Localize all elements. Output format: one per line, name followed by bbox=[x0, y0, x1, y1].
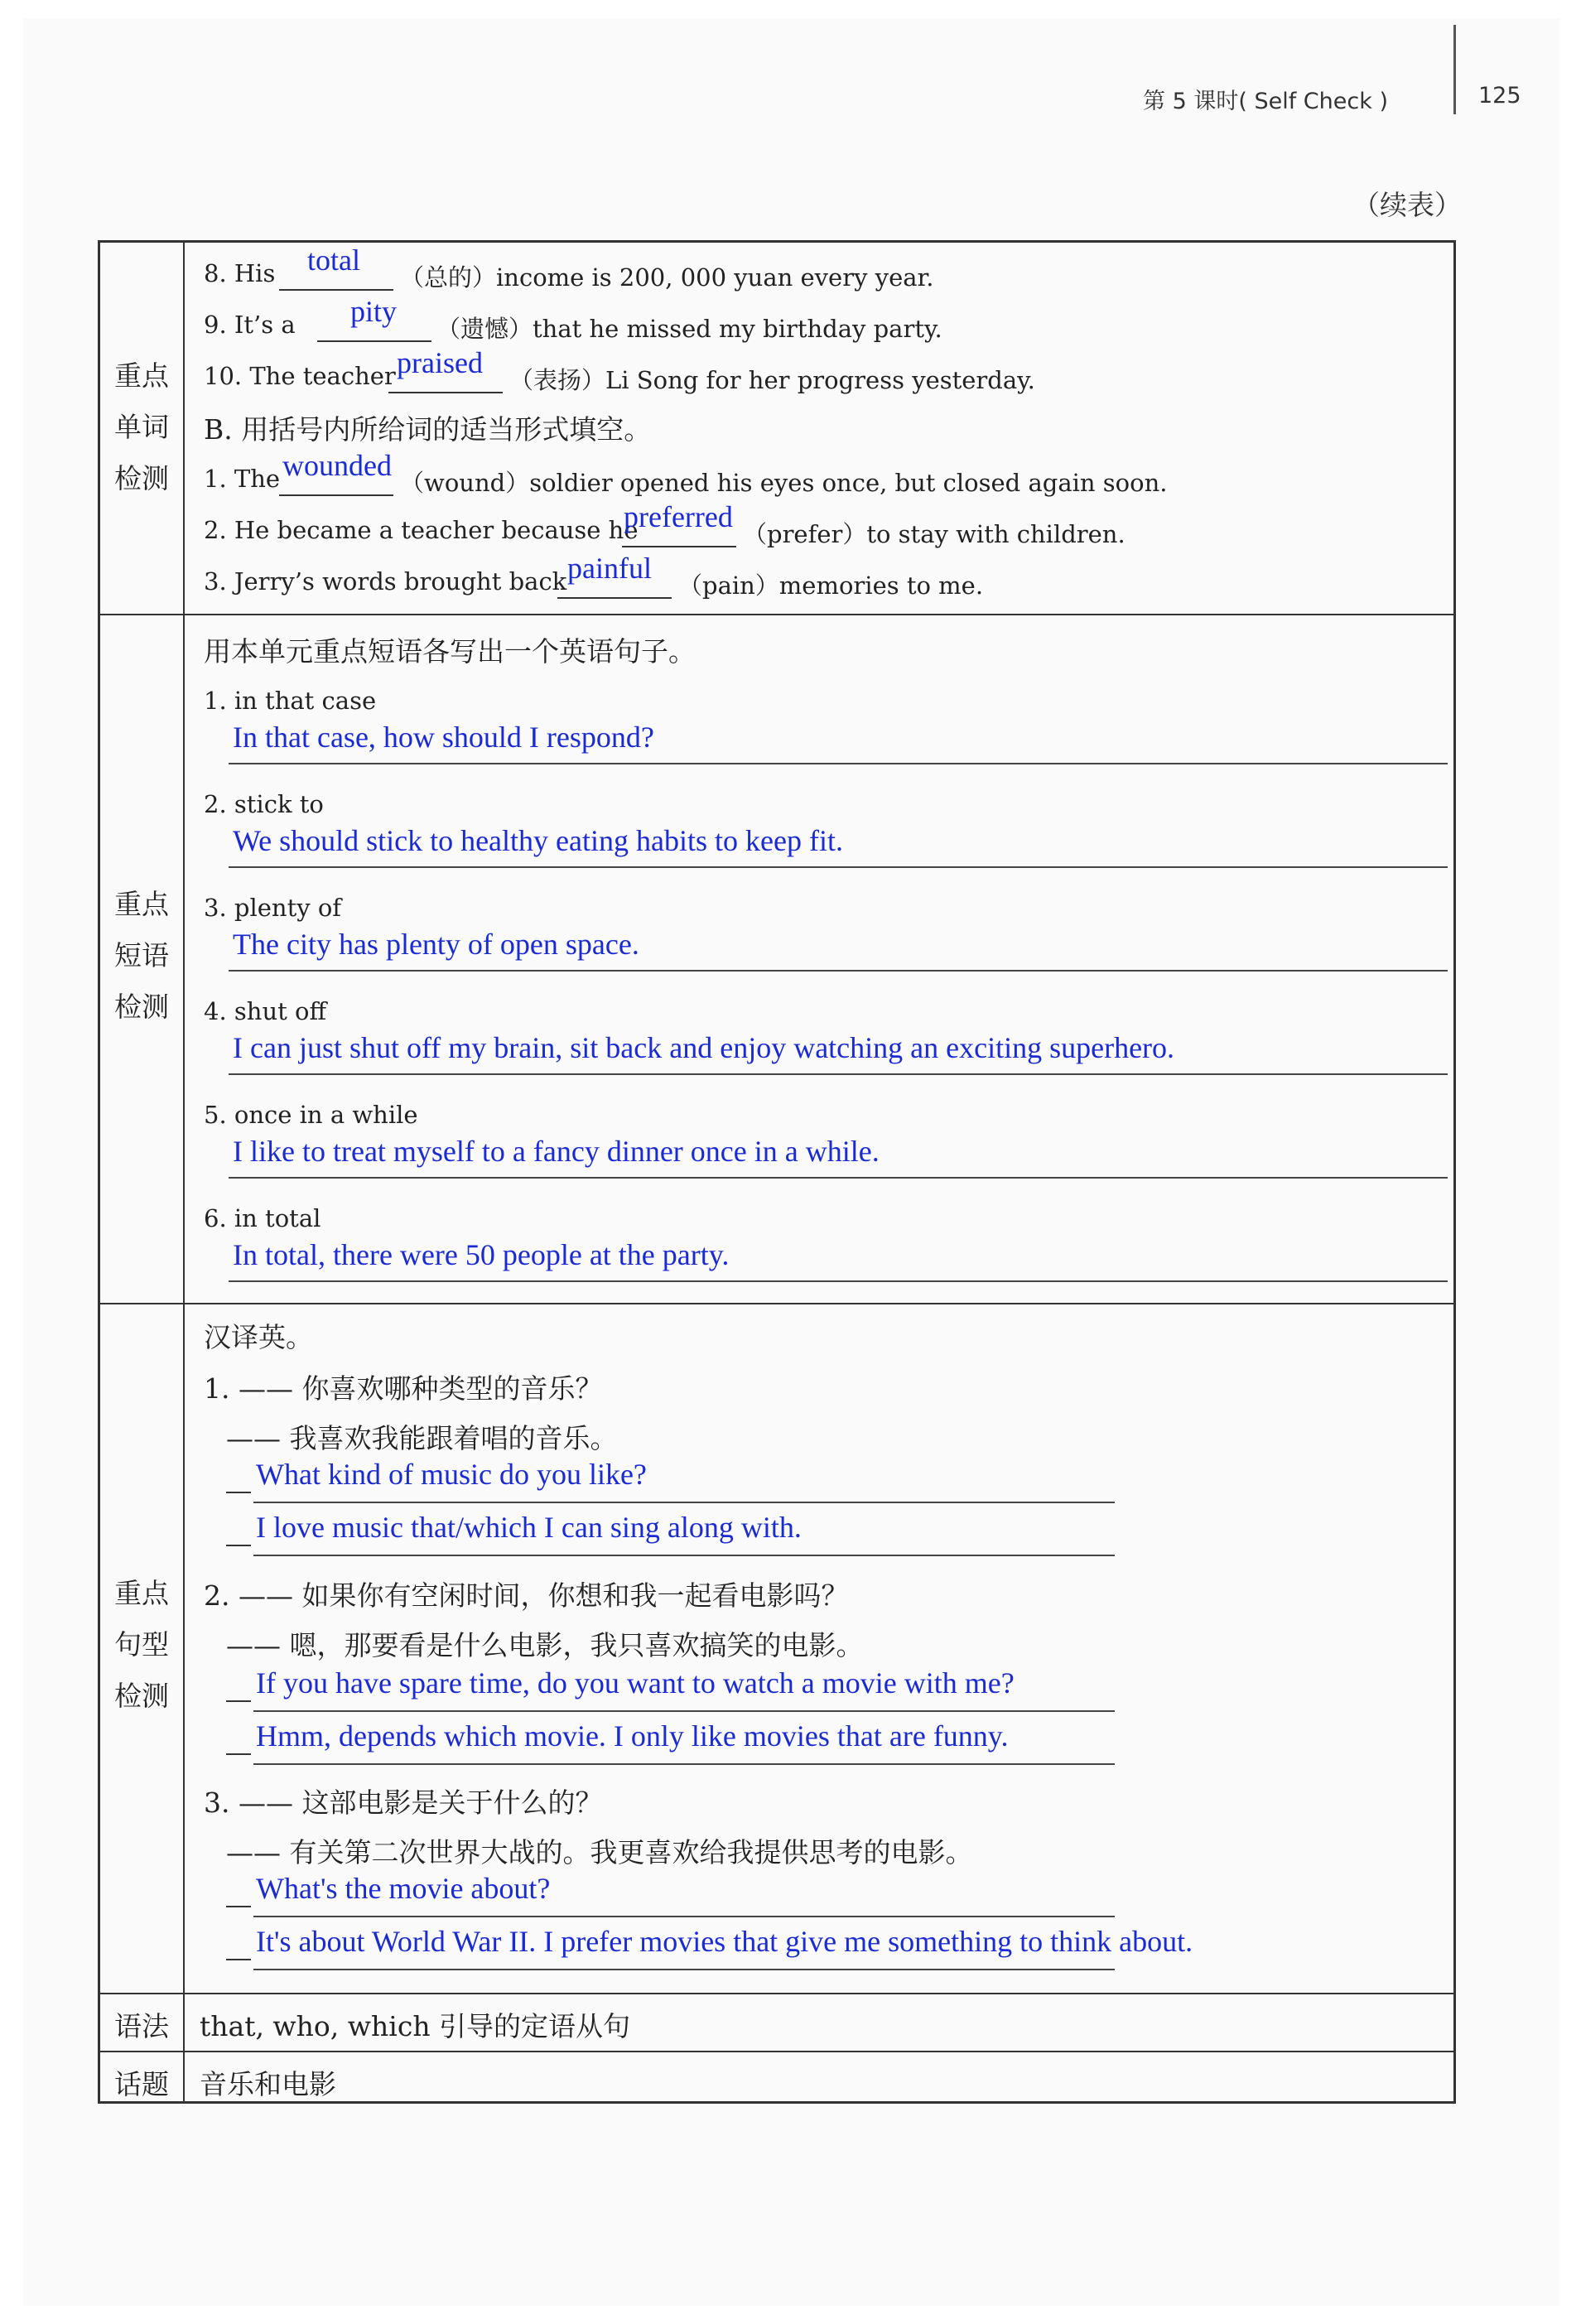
answer-blank bbox=[388, 392, 503, 393]
writing-line bbox=[253, 1555, 1115, 1556]
writing-line bbox=[253, 1502, 1115, 1503]
vocab-answer: pity bbox=[350, 295, 398, 328]
row-divider bbox=[100, 2051, 1453, 2052]
vocab-b-item-1-rest: （wound）soldier opened his eyes once, but closed again soon. bbox=[400, 469, 1168, 497]
sentence-question: 3. —— 这部电影是关于什么的？ bbox=[204, 1786, 603, 1819]
phrase-prompt: 4. shut off bbox=[204, 997, 327, 1025]
writing-line bbox=[253, 1710, 1115, 1712]
writing-line bbox=[229, 763, 1448, 764]
answer-dash bbox=[226, 1959, 251, 1960]
writing-line bbox=[229, 1177, 1448, 1179]
vocab-item-8-rest: （总的）income is 200, 000 yuan every year. bbox=[400, 263, 934, 292]
phrase-answer: I can just shut off my brain, sit back and enjoy watching an exciting superhero. bbox=[233, 1031, 1175, 1064]
sentence-question: —— 有关第二次世界大战的。我更喜欢给我提供思考的电影。 bbox=[226, 1836, 973, 1868]
answer-dash bbox=[226, 1545, 251, 1546]
sentence-answer: It's about World War II. I prefer movies that give me something to think about. bbox=[256, 1925, 1193, 1958]
vocab-b-item-2-rest: （prefer）to stay with children. bbox=[743, 520, 1125, 548]
vocab-item-9: 9. It’s a bbox=[204, 311, 296, 339]
sentence-question: 2. —— 如果你有空闲时间，你想和我一起看电影吗？ bbox=[204, 1579, 849, 1612]
sentence-question: —— 我喜欢我能跟着唱的音乐。 bbox=[226, 1422, 618, 1454]
sentence-question: 1. —— 你喜欢哪种类型的音乐？ bbox=[204, 1372, 603, 1405]
phrases-instruction: 用本单元重点短语各写出一个英语句子。 bbox=[204, 635, 696, 668]
vocab-b-item-2: 2. He became a teacher because he bbox=[204, 516, 639, 544]
sentence-question: —— 嗯，那要看是什么电影，我只喜欢搞笑的电影。 bbox=[226, 1629, 864, 1661]
row-divider bbox=[100, 1303, 1453, 1304]
answer-blank bbox=[279, 494, 393, 496]
sentences-section-label: 重点 句型 检测 bbox=[114, 1577, 169, 1712]
vocab-section-label: 重点 单词 检测 bbox=[114, 359, 169, 494]
vocab-b-item-3-rest: （pain）memories to me. bbox=[678, 571, 984, 600]
phrase-answer: I like to treat myself to a fancy dinner once in a while. bbox=[233, 1135, 880, 1168]
vocab-item-10-rest: （表扬）Li Song for her progress yesterday. bbox=[509, 366, 1035, 394]
phrase-prompt: 5. once in a while bbox=[204, 1101, 418, 1129]
sentence-answer: What's the movie about? bbox=[256, 1872, 551, 1905]
phrase-answer: The city has plenty of open space. bbox=[233, 928, 639, 961]
writing-line bbox=[229, 970, 1448, 972]
lesson-header: 第 5 课时( Self Check ) bbox=[1143, 89, 1388, 114]
vocab-item-8: 8. His bbox=[204, 259, 276, 287]
sentence-answer: If you have spare time, do you want to watch a movie with me? bbox=[256, 1666, 1015, 1700]
writing-line bbox=[253, 1763, 1115, 1765]
grammar-label: 语法 bbox=[114, 2010, 169, 2042]
vocab-answer: painful bbox=[567, 552, 652, 585]
answer-blank bbox=[557, 597, 672, 599]
phrase-prompt: 2. stick to bbox=[204, 790, 324, 818]
answer-blank bbox=[279, 289, 393, 291]
writing-line bbox=[253, 1916, 1115, 1917]
sentences-instruction: 汉译英。 bbox=[204, 1321, 313, 1353]
answer-dash bbox=[226, 1700, 251, 1702]
continued-label: （续表） bbox=[1352, 189, 1462, 221]
answer-dash bbox=[226, 1492, 251, 1493]
vocab-b-item-1: 1. The bbox=[204, 465, 281, 493]
row-divider bbox=[100, 614, 1453, 615]
page-number: 125 bbox=[1478, 83, 1521, 108]
column-divider bbox=[183, 243, 185, 2101]
row-divider bbox=[100, 1993, 1453, 1994]
phrase-answer: We should stick to healthy eating habits to keep fit. bbox=[233, 824, 843, 857]
phrase-prompt: 6. in total bbox=[204, 1204, 321, 1232]
phrase-answer: In total, there were 50 people at the party. bbox=[233, 1238, 730, 1271]
writing-line bbox=[229, 866, 1448, 868]
review-table bbox=[98, 240, 1456, 2104]
sentence-answer: What kind of music do you like? bbox=[256, 1458, 647, 1491]
vocab-item-9-rest: （遗憾）that he missed my birthday party. bbox=[436, 315, 942, 343]
vocab-answer: total bbox=[307, 243, 360, 277]
vocab-answer: preferred bbox=[624, 500, 733, 533]
answer-blank bbox=[622, 546, 736, 547]
vocab-part-b: B. 用括号内所给词的适当形式填空。 bbox=[204, 413, 652, 446]
phrase-answer: In that case, how should I respond? bbox=[233, 721, 654, 754]
phrase-prompt: 1. in that case bbox=[204, 687, 377, 715]
grammar-text: that, who, which 引导的定语从句 bbox=[200, 2010, 631, 2042]
phrases-section-label: 重点 短语 检测 bbox=[114, 888, 169, 1023]
header-divider bbox=[1453, 25, 1456, 114]
sentence-answer: I love music that/which I can sing along with. bbox=[256, 1511, 802, 1544]
phrase-prompt: 3. plenty of bbox=[204, 894, 342, 922]
vocab-item-10: 10. The teacher bbox=[204, 362, 396, 390]
sentence-answer: Hmm, depends which movie. I only like movies that are funny. bbox=[256, 1719, 1009, 1753]
topic-text: 音乐和电影 bbox=[200, 2068, 336, 2100]
answer-dash bbox=[226, 1753, 251, 1755]
topic-label: 话题 bbox=[114, 2068, 169, 2100]
vocab-b-item-3: 3. Jerry’s words brought back bbox=[204, 567, 567, 595]
writing-line bbox=[229, 1073, 1448, 1075]
answer-blank bbox=[317, 340, 431, 342]
vocab-answer: wounded bbox=[282, 449, 392, 482]
writing-line bbox=[253, 1969, 1115, 1970]
vocab-answer: praised bbox=[397, 346, 483, 379]
writing-line bbox=[229, 1280, 1448, 1282]
answer-dash bbox=[226, 1906, 251, 1907]
